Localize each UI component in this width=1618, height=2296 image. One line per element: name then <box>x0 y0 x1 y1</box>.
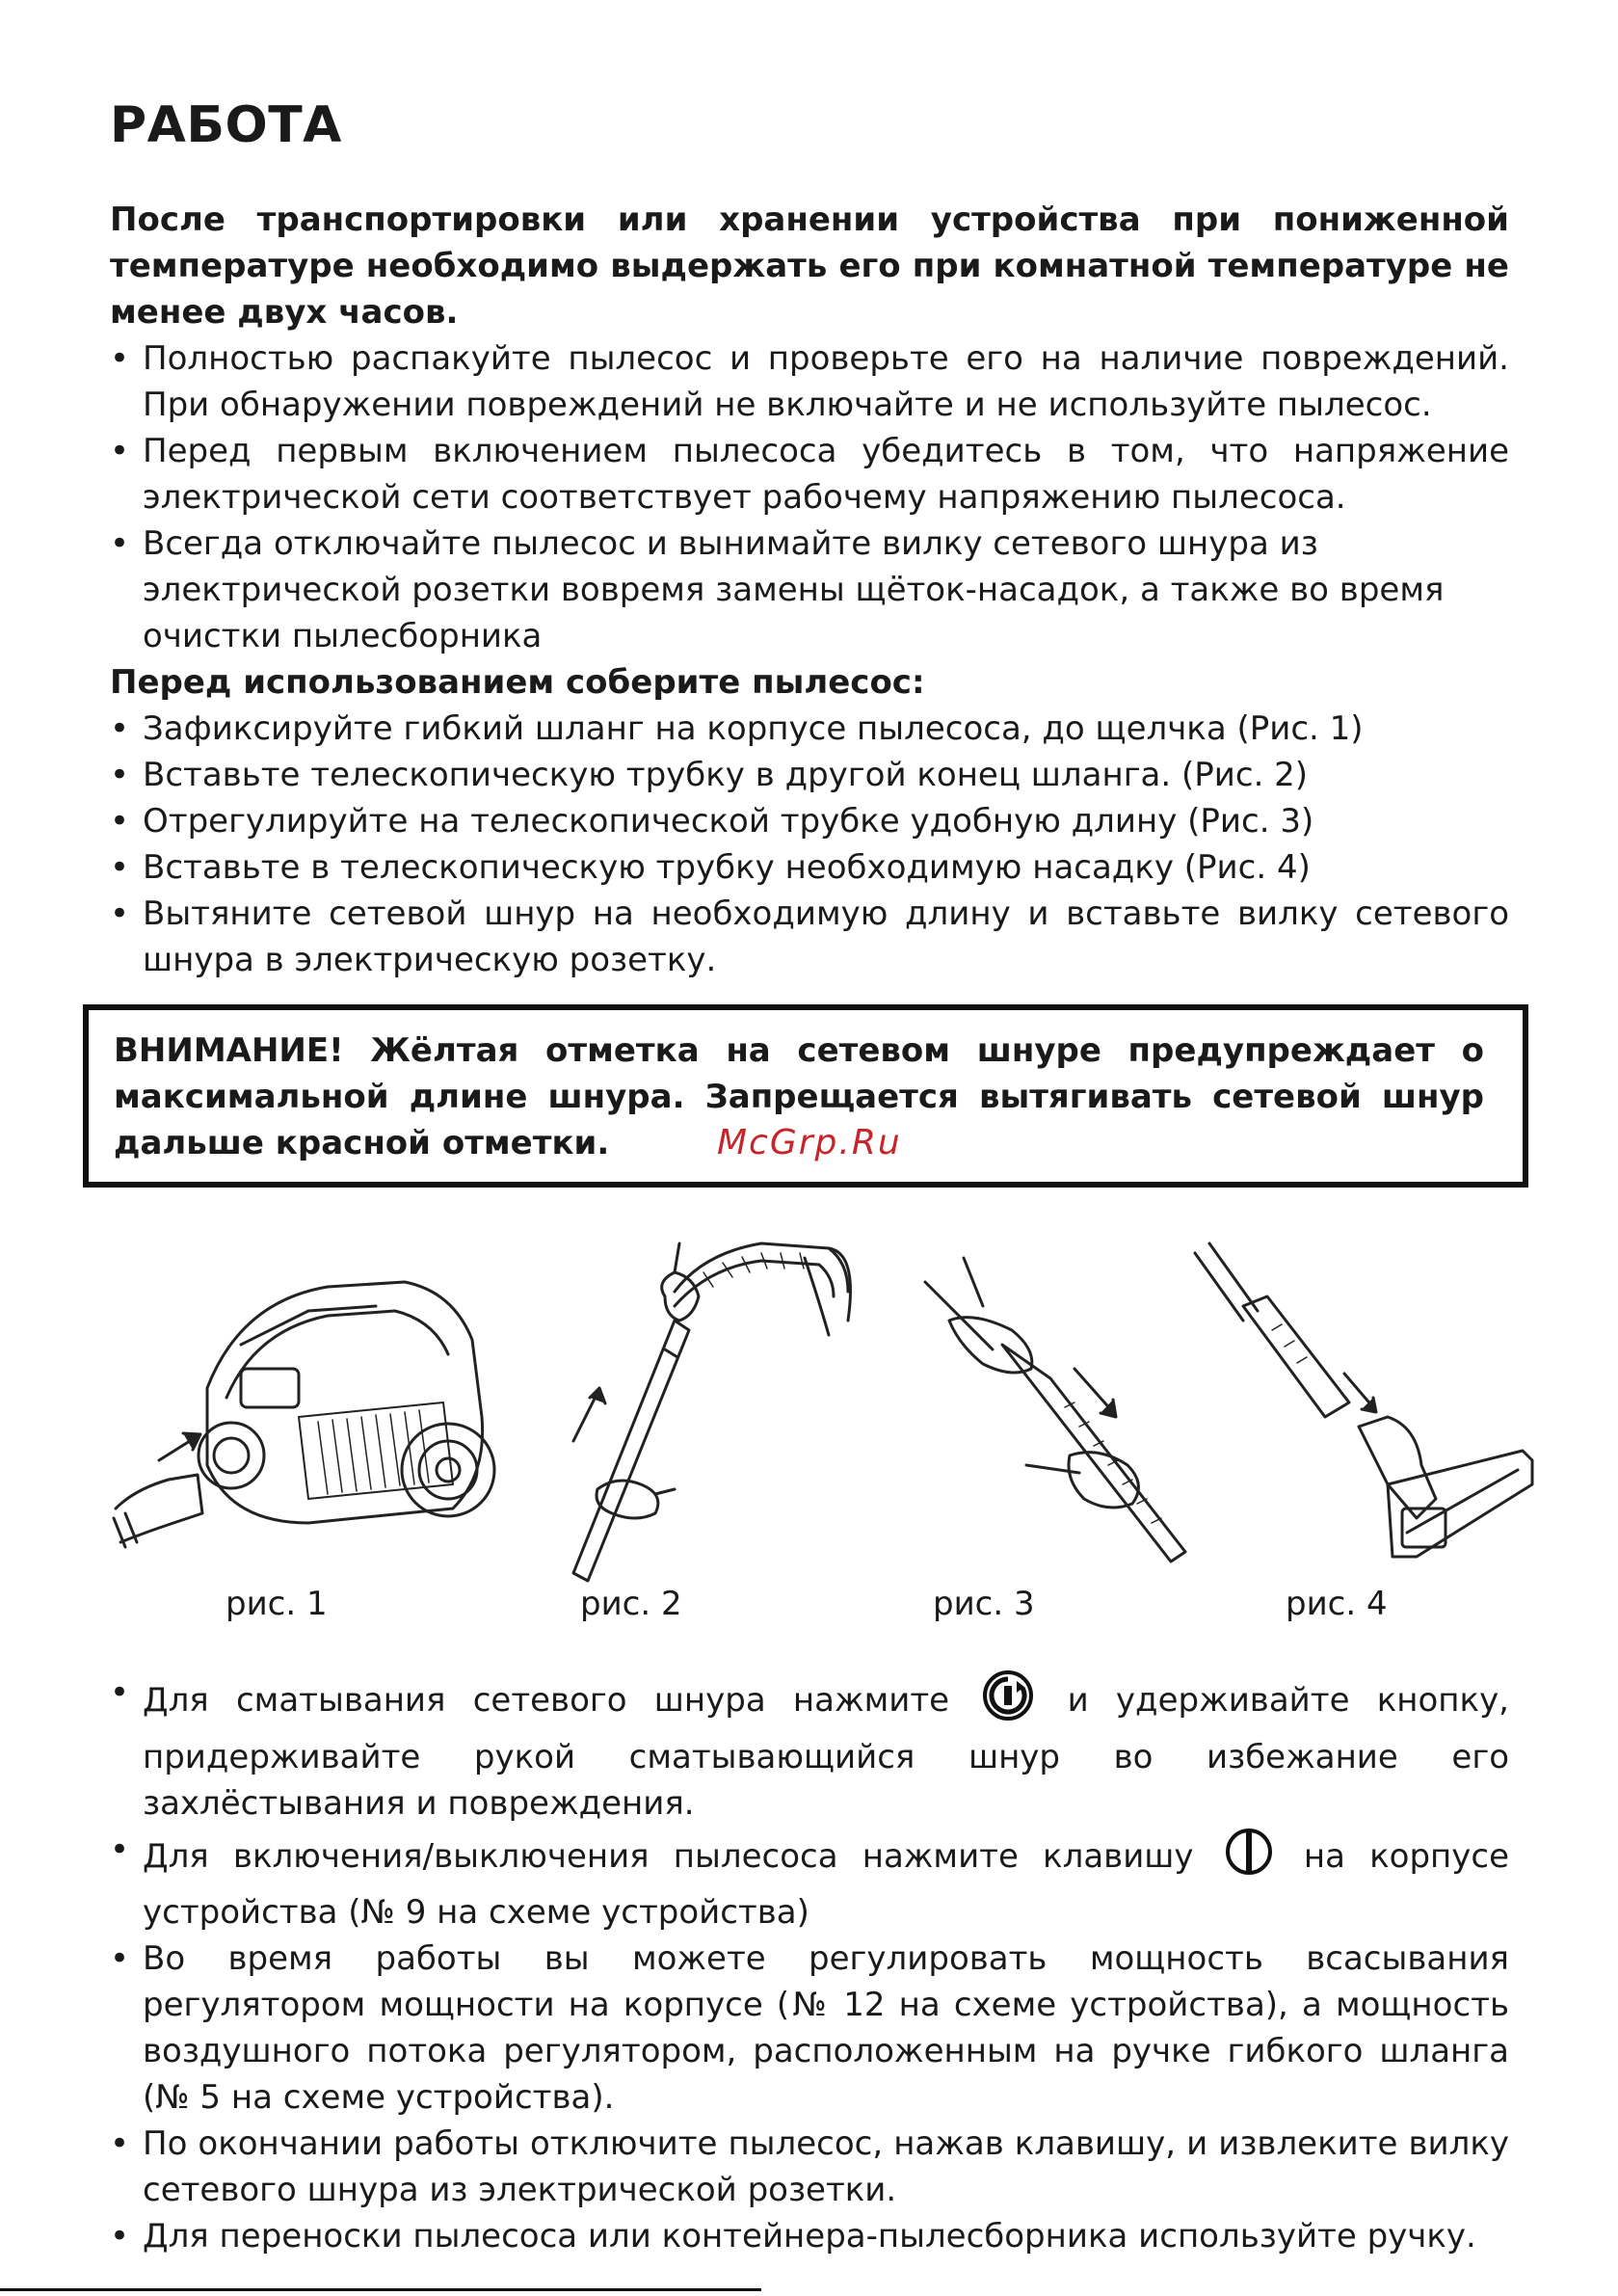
list-item: • Полностью распакуйте пылесос и проверьте его на наличие повреждений. При обнаружении повреждений не включайте и не используйте пылесос. <box>110 335 1509 428</box>
list-item: • Всегда отключайте пылесос и вынимайте вилку сетевого шнура из электрической розетки вовремя замены щёток-насадок, а также во время очистки пылесборника <box>110 521 1509 659</box>
intro-paragraph: После транспортировки или хранении устройства при пониженной температуре необходимо выдержать его при комнатной температуре не менее двух часов. <box>110 200 1509 332</box>
figure-caption-2: рис. 2 <box>580 1585 682 1623</box>
assembly-list <box>110 706 1509 983</box>
page-title: РАБОТА <box>110 96 342 154</box>
assembly-heading: Перед использованием соберите пылесос: <box>110 663 925 702</box>
figure-1-vacuum-body <box>114 1282 494 1547</box>
list-item: • Перед первым включением пылесоса убедитесь в том, что напряжение электрической сети соответствует рабочему напряжению пылесоса. <box>110 428 1509 521</box>
list-item-text: на корпусе устройства (№ 9 на схеме устройства) <box>143 1837 1509 1932</box>
figure-caption-1: рис. 1 <box>225 1585 328 1623</box>
list-item: • Зафиксируйте гибкий шланг на корпусе пылесоса, до щелчка (Рис. 1) <box>110 706 1509 752</box>
list-item-text: Для сматывания сетевого шнура нажмите <box>143 1681 950 1720</box>
list-item-text: Для включения/выключения пылесоса нажмите клавишу <box>143 1837 1194 1876</box>
cord-rewind-icon <box>982 1669 1034 1734</box>
figure-caption-4: рис. 4 <box>1286 1585 1388 1623</box>
power-switch-icon <box>1224 1827 1274 1889</box>
list-item: • Отрегулируйте на телескопической трубке удобную длину (Рис. 3) <box>110 798 1509 844</box>
figure-caption-3: рис. 3 <box>933 1585 1035 1623</box>
figure-3-telescopic-adjust <box>925 1258 1185 1562</box>
list-item: • Вытяните сетевой шнур на необходимую длину и вставьте вилку сетевого шнура в электрическую розетку. <box>110 891 1509 983</box>
figure-2-tube-into-hose <box>573 1243 851 1581</box>
figure-4-nozzle <box>1195 1243 1532 1557</box>
list-item: • Вставьте в телескопическую трубку необходимую насадку (Рис. 4) <box>110 844 1509 891</box>
list-item-text: и удерживайте кнопку, придерживайте рукой сматывающийся шнур во избежание его захлёстывания и повреждения. <box>143 1681 1509 1823</box>
bottom-rule <box>0 2288 761 2291</box>
warning-text: ВНИМАНИЕ! Жёлтая отметка на сетевом шнуре предупреждает о максимальной длине шнура. Запрещается вытягивать сетевой шнур дальше красной отметки. <box>114 1031 1484 1162</box>
precautions-list <box>110 335 1509 659</box>
operation-list <box>110 1669 1509 2259</box>
list-item: • Во время работы вы можете регулировать мощность всасывания регулятором мощности на корпусе (№ 12 на схеме устройства), а мощность воздушного потока регулятором, расположенным на ручке гибкого шланга (№ 5 на схеме устройства). <box>110 1936 1509 2121</box>
list-item <box>110 1827 1509 1936</box>
watermark: McGrp.Ru <box>717 1123 902 1162</box>
list-item: • Вставьте телескопическую трубку в другой конец шланга. (Рис. 2) <box>110 752 1509 798</box>
list-item: • Для переноски пылесоса или контейнера-пылесборника используйте ручку. <box>110 2213 1509 2259</box>
list-item: • По окончании работы отключите пылесос, нажав клавишу, и извлеките вилку сетевого шнура из электрической розетки. <box>110 2121 1509 2213</box>
list-item <box>110 1669 1509 1827</box>
